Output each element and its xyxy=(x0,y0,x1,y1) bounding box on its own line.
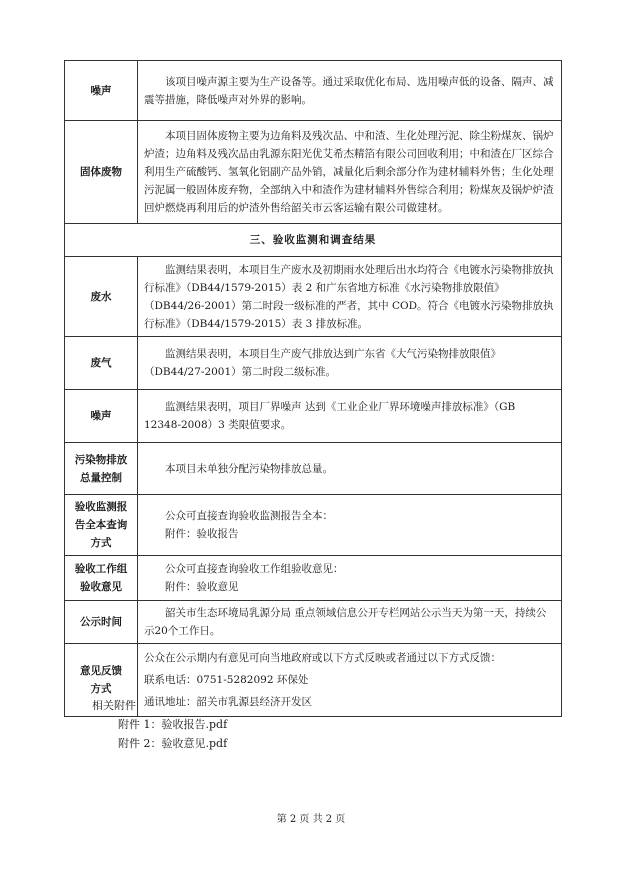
attachments-block xyxy=(92,696,227,753)
label-line: 意见反馈 xyxy=(80,665,122,677)
group-opinion-cell xyxy=(138,556,562,601)
acceptance-table xyxy=(64,60,562,717)
table-row xyxy=(65,224,562,257)
group-opinion-line: 公众可直接查询验收工作组验收意见： xyxy=(165,563,344,575)
row-label-total-control xyxy=(65,443,138,495)
waste-gas-result-text: 监测结果表明，本项目生产废气排放达到广东省《大气污染物排放限值》（DB44/27-2001）第二时段二级标准。 xyxy=(138,337,562,390)
label-line: 污染物排放 xyxy=(74,453,128,466)
label-line: 验收意见 xyxy=(80,581,122,593)
row-label-wastewater: 废水 xyxy=(65,257,138,337)
table-row xyxy=(65,443,562,495)
row-label-group-opinion xyxy=(65,556,138,601)
label-line: 验收监测报 xyxy=(74,501,128,513)
row-label-solid-waste: 固体废物 xyxy=(65,121,138,224)
report-query-line: 公众可直接查询验收监测报告全本： xyxy=(165,510,333,522)
page-number: 第 2 页 共 2 页 xyxy=(276,814,346,825)
feedback-line: 公众在公示期内有意见可向当地政府或以下方式反映或者通过以下方式反馈： xyxy=(144,652,501,664)
table-row xyxy=(65,556,562,601)
table-row xyxy=(65,337,562,390)
table-row xyxy=(65,601,562,644)
label-line: 验收工作组 xyxy=(74,563,128,575)
solid-waste-text: 本项目固体废物主要为边角料及残次品、中和渣、生化处理污泥、除尘粉煤灰、锅炉炉渣；边角料及残次品由乳源东阳光优艾希杰精箔有限公司回收利用；中和渣在厂区综合利用生产硫酸钙、氢氧化铝副产品外销，减量化后剩余部分作为建材辅料外售；生化处理污泥属一般固体废弃物，全部纳入中和渣作为建材辅料外售综合利用；粉煤灰及锅炉炉渣回炉燃烧再利用后的炉渣外售给韶关市云客运输有限公司做建材。 xyxy=(138,121,562,224)
attachment-link-report[interactable]: 附件 1：验收报告.pdf xyxy=(118,718,228,731)
opinion-attachment-link[interactable]: 附件：验收意见 xyxy=(165,581,239,593)
row-label-publicity: 公示时间 xyxy=(65,601,138,644)
table-row xyxy=(65,121,562,224)
section-title: 三、验收监测和调查结果 xyxy=(65,224,562,257)
total-control-text: 本项目未单独分配污染物排放总量。 xyxy=(138,443,562,495)
attachments-heading: 相关附件 xyxy=(92,699,136,712)
report-query-cell xyxy=(138,495,562,556)
report-attachment-link[interactable]: 附件：验收报告 xyxy=(165,528,239,540)
table-row xyxy=(65,390,562,443)
table-row xyxy=(65,257,562,337)
row-label-noise: 噪声 xyxy=(65,61,138,121)
wastewater-result-text: 监测结果表明，本项目生产废水及初期雨水处理后出水均符合《电镀水污染物排放执行标准》（DB44/1579-2015）表 2 和广东省地方标准《水污染物排放限值》（DB44/26-2001）第二时段一级标准的严者，其中 COD。符合《电镀水污染物排放执行标准》（DB44/1579-2015）表 3 排放标准。 xyxy=(138,257,562,337)
label-line: 总量控制 xyxy=(80,471,122,484)
feedback-address: 通讯地址：韶关市乳源县经济开发区 xyxy=(144,696,312,708)
label-line: 方式 xyxy=(90,537,112,549)
row-label-waste-gas: 废气 xyxy=(65,337,138,390)
publicity-text: 韶关市生态环境局乳源分局 重点领域信息公开专栏网站公示当天为第一天，持续公示20个工作日。 xyxy=(138,601,562,644)
row-label-report-query xyxy=(65,495,138,556)
table-row xyxy=(65,495,562,556)
label-line: 告全本查询 xyxy=(74,519,128,531)
attachment-link-opinion[interactable]: 附件 2：验收意见.pdf xyxy=(118,737,228,750)
noise-result-text: 监测结果表明，项目厂界噪声 达到《工业企业厂界环境噪声排放标准》（GB 12348-2008）3 类限值要求。 xyxy=(138,390,562,443)
row-label-noise-result: 噪声 xyxy=(65,390,138,443)
table-row xyxy=(65,61,562,121)
feedback-phone: 联系电话：0751-5282092 环保处 xyxy=(144,674,309,686)
noise-measures-text: 该项目噪声源主要为生产设备等。通过采取优化布局、选用噪声低的设备、隔声、减震等措施，降低噪声对外界的影响。 xyxy=(138,61,562,121)
label-line: 方式 xyxy=(90,683,112,695)
